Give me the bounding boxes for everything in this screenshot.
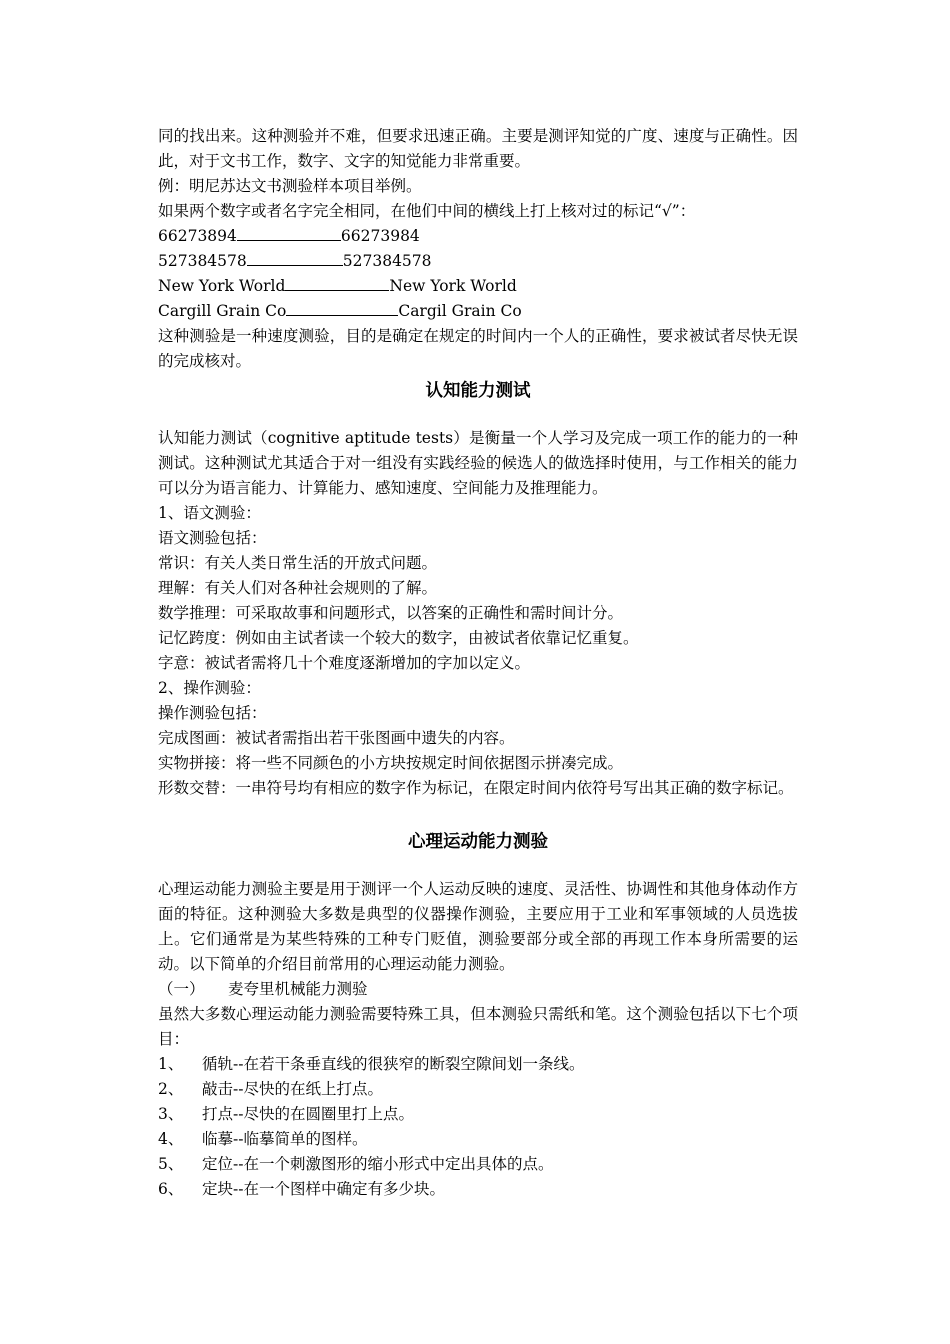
answer-blank xyxy=(286,299,398,316)
text-line: 字意：被试者需将几十个难度逐渐增加的字加以定义。 xyxy=(158,654,531,672)
list-item-text: 定位--在一个刺激图形的缩小形式中定出具体的点。 xyxy=(202,1155,554,1173)
text-line: 常识：有关人类日常生活的开放式问题。 xyxy=(158,554,438,572)
subheading-number: （一） xyxy=(158,980,205,998)
pair-right: Cargil Grain Co xyxy=(398,302,522,320)
text-line: 1、语文测验： xyxy=(158,504,261,522)
list-item xyxy=(158,1077,798,1102)
list-item-number: 3、 xyxy=(158,1105,184,1123)
list-item-text: 临摹--临摹简单的图样。 xyxy=(202,1130,368,1148)
compare-pair xyxy=(158,224,798,249)
compare-pair xyxy=(158,274,798,299)
paragraph: 如果两个数字或者名字完全相同，在他们中间的横线上打上核对过的标记“√”： xyxy=(158,202,696,220)
paragraph: 心理运动能力测验主要是用于测评一个人运动反映的速度、灵活性、协调性和其他身体动作方面的特征。这种测验大多数是典型的仪器操作测验，主要应用于工业和军事领域的人员选拔上。它们通常是为某些特殊的工种专门贬值，测验要部分或全部的再现工作本身所需要的运动。以下简单的介绍目前常用的心理运动能力测验。 xyxy=(158,880,798,973)
subheading-text: 麦夸里机械能力测验 xyxy=(228,980,368,998)
document-page xyxy=(158,124,798,1202)
answer-blank xyxy=(285,274,389,291)
list-item-number: 6、 xyxy=(158,1180,184,1198)
text-line: 完成图画：被试者需指出若干张图画中遗失的内容。 xyxy=(158,729,515,747)
pair-left: 66273894 xyxy=(158,227,237,245)
answer-blank xyxy=(247,249,343,266)
list-item-text: 打点--尽快的在圆圈里打上点。 xyxy=(202,1105,414,1123)
list-item xyxy=(158,1152,798,1177)
text-line: 记忆跨度：例如由主试者读一个较大的数字，由被试者依靠记忆重复。 xyxy=(158,629,639,647)
text-line: 形数交替：一串符号均有相应的数字作为标记，在限定时间内依符号写出其正确的数字标记。 xyxy=(158,779,794,797)
text-line: 语文测验包括： xyxy=(158,529,267,547)
list-item xyxy=(158,1052,798,1077)
list-item-number: 4、 xyxy=(158,1130,184,1148)
list-item-number: 2、 xyxy=(158,1080,184,1098)
list-item-text: 定块--在一个图样中确定有多少块。 xyxy=(202,1180,445,1198)
paragraph: 虽然大多数心理运动能力测验需要特殊工具，但本测验只需纸和笔。这个测验包括以下七个项目： xyxy=(158,1005,798,1048)
list-item xyxy=(158,1127,798,1152)
list-item-number: 1、 xyxy=(158,1055,184,1073)
list-item xyxy=(158,1102,798,1127)
list-item-text: 敲击--尽快的在纸上打点。 xyxy=(202,1080,383,1098)
compare-pair xyxy=(158,249,798,274)
paragraph: 认知能力测试（cognitive aptitude tests）是衡量一个人学习及完成一项工作的能力的一种测试。这种测试尤其适合于对一组没有实践经验的候选人的做选择时使用，与工作相关的能力可以分为语言能力、计算能力、感知速度、空间能力及推理能力。 xyxy=(158,429,798,497)
paragraph: 这种测验是一种速度测验，目的是确定在规定的时间内一个人的正确性，要求被试者尽快无误的完成核对。 xyxy=(158,327,798,370)
pair-right: New York World xyxy=(389,277,517,295)
text-line: 实物拼接：将一些不同颜色的小方块按规定时间依据图示拼凑完成。 xyxy=(158,754,624,772)
pair-right: 527384578 xyxy=(342,252,432,270)
list-item-number: 5、 xyxy=(158,1155,184,1173)
pair-right: 66273984 xyxy=(340,227,420,245)
paragraph: 同的找出来。这种测验并不难，但要求迅速正确。主要是测评知觉的广度、速度与正确性。因此，对于文书工作，数字、文字的知觉能力非常重要。 xyxy=(158,127,798,170)
list-item-text: 循轨--在若干条垂直线的很狭窄的断裂空隙间划一条线。 xyxy=(202,1055,585,1073)
pair-left: New York World xyxy=(158,277,286,295)
list-item xyxy=(158,1177,798,1202)
pair-left: Cargill Grain Co xyxy=(158,302,287,320)
subheading xyxy=(158,977,798,1002)
pair-left: 527384578 xyxy=(158,252,247,270)
compare-pair xyxy=(158,299,798,324)
text-line: 数学推理：可采取故事和问题形式，以答案的正确性和需时间计分。 xyxy=(158,604,624,622)
text-line: 操作测验包括： xyxy=(158,704,267,722)
section-heading: 心理运动能力测验 xyxy=(408,832,548,852)
section-heading: 认知能力测试 xyxy=(425,381,531,401)
paragraph: 例：明尼苏达文书测验样本项目举例。 xyxy=(158,177,422,195)
text-line: 2、操作测验： xyxy=(158,679,261,697)
text-line: 理解：有关人们对各种社会规则的了解。 xyxy=(158,579,438,597)
answer-blank xyxy=(237,224,341,241)
